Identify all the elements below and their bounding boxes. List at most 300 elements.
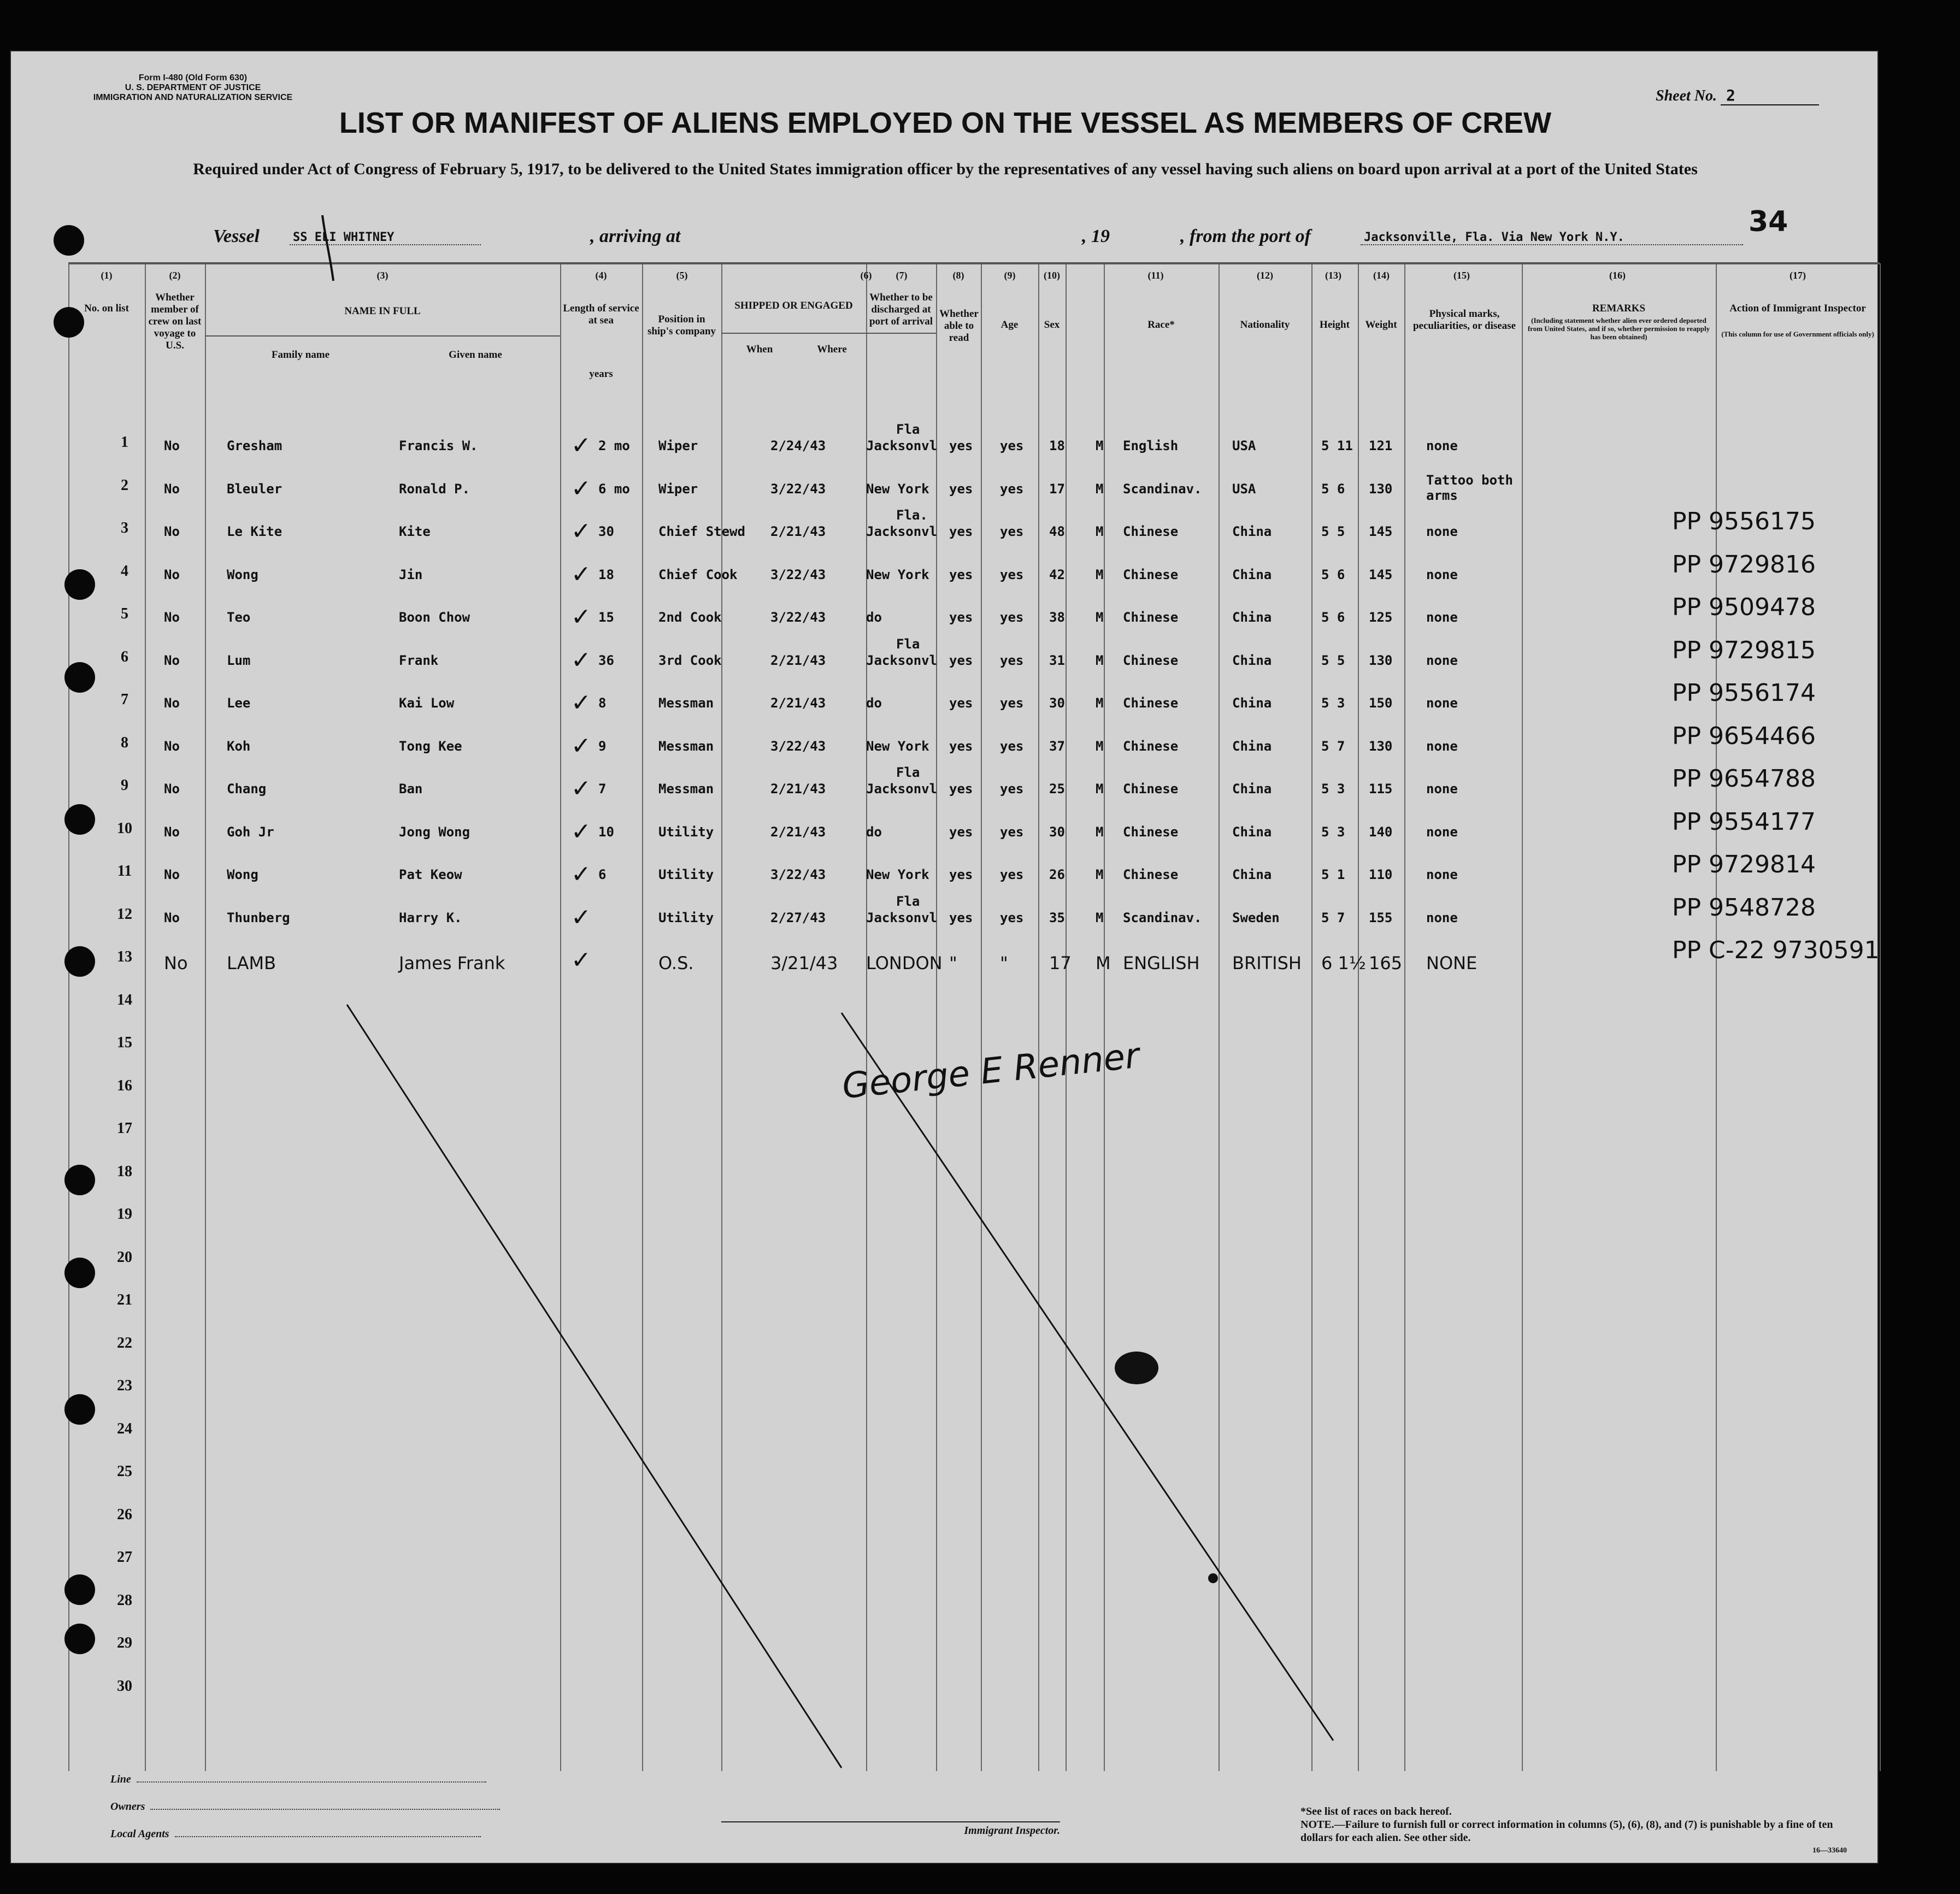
column-header-given: Given name	[449, 349, 502, 361]
cell-nationality: BRITISH	[1232, 953, 1302, 973]
column-header-length: Length of service at sea	[563, 303, 639, 326]
cell-race: Chinese	[1123, 567, 1179, 582]
column-number: (1)	[101, 270, 113, 281]
cell-height: 5 3	[1321, 824, 1345, 840]
punch-hole	[64, 662, 95, 693]
ink-dot	[1208, 1573, 1218, 1583]
cell-physical: Tattoo both arms	[1426, 472, 1513, 503]
cell-when: 3/22/43	[770, 867, 826, 882]
cell-race: Chinese	[1123, 824, 1179, 840]
column-header-action: Action of Immigrant Inspector	[1729, 303, 1866, 314]
punch-hole	[64, 804, 95, 835]
cell-when: 2/21/43	[770, 781, 826, 796]
punch-hole	[64, 1574, 95, 1605]
row-number: 20	[117, 1248, 132, 1266]
cell-where: Jacksonvl	[866, 524, 938, 539]
cell-age: 38	[1049, 610, 1065, 625]
cell-prev: No	[164, 567, 180, 582]
punch-hole	[64, 1165, 95, 1195]
cell-sex: M	[1096, 695, 1104, 711]
cell-sex: M	[1096, 910, 1104, 925]
cell-where: Jacksonvl	[866, 910, 938, 925]
check-mark: ✓	[571, 432, 591, 459]
cell-physical: NONE	[1426, 953, 1478, 973]
cell-action: PP 9554177	[1672, 807, 1816, 836]
cell-where: do	[866, 695, 882, 711]
cell-where: do	[866, 824, 882, 840]
cell-physical: none	[1426, 438, 1458, 453]
cell-prev: No	[164, 781, 180, 796]
cell-weight: 121	[1369, 438, 1393, 453]
cell-given: Tong Kee	[399, 738, 462, 754]
cell-given: Kai Low	[399, 695, 455, 711]
cell-where-note: Fla.	[896, 508, 928, 523]
cell-length: 9	[598, 738, 607, 754]
column-number: (16)	[1609, 270, 1626, 281]
column-header-length-unit: years	[589, 368, 613, 380]
row-number: 17	[117, 1120, 132, 1137]
margin-mark	[322, 215, 333, 281]
cell-where: New York	[866, 867, 929, 882]
cell-height: 5 11	[1321, 438, 1353, 453]
cell-when: 2/21/43	[770, 824, 826, 840]
footer-agents	[110, 1828, 481, 1840]
row-number: 14	[117, 991, 132, 1008]
row-number: 29	[117, 1635, 132, 1651]
cell-length: 6	[598, 867, 607, 882]
cell-race: Chinese	[1123, 738, 1179, 754]
cell-age: 30	[1049, 695, 1065, 711]
column-header-physical: Physical marks, peculiarities, or disease	[1412, 308, 1516, 332]
cell-weight: 145	[1369, 567, 1393, 582]
column-number: (10)	[1044, 270, 1060, 281]
cell-nationality: China	[1232, 781, 1272, 796]
cell-where: New York	[866, 567, 929, 582]
cell-where-note: Fla	[896, 422, 920, 437]
cell-when: 2/21/43	[770, 695, 826, 711]
cell-where: New York	[866, 481, 929, 497]
vessel-label: Vessel	[213, 226, 260, 246]
row-number: 9	[121, 777, 128, 794]
cell-action: PP 9654466	[1672, 722, 1816, 750]
cell-action: PP C-22 9730591	[1672, 936, 1880, 964]
check-mark: ✓	[571, 860, 591, 888]
immigrant-inspector-line: Immigrant Inspector.	[721, 1821, 1060, 1837]
column-header-height: Height	[1320, 319, 1350, 331]
cell-nationality: China	[1232, 867, 1272, 882]
cell-sex: M	[1096, 610, 1104, 625]
cell-family: Lum	[227, 652, 251, 668]
cell-discharged: yes	[949, 695, 973, 711]
row-number: 28	[117, 1591, 132, 1609]
check-mark: ✓	[571, 603, 591, 631]
cell-read: "	[1000, 953, 1008, 973]
row-number: 5	[121, 605, 128, 622]
row-number: 22	[117, 1334, 132, 1352]
cell-family: Chang	[227, 781, 267, 796]
cell-position: Messman	[658, 781, 714, 796]
cell-discharged: yes	[949, 481, 973, 497]
column-number: (4)	[595, 270, 607, 281]
cell-prev: No	[164, 867, 180, 882]
cell-family: Le Kite	[227, 524, 282, 539]
cell-given: Francis W.	[399, 438, 478, 453]
cell-position: Chief Cook	[658, 567, 738, 582]
cell-position: Messman	[658, 695, 714, 711]
cell-family: Lee	[227, 695, 251, 711]
cell-length: 10	[598, 824, 614, 840]
cell-age: 35	[1049, 910, 1065, 925]
cell-discharged: yes	[949, 524, 973, 539]
cell-family: Bleuler	[227, 481, 282, 497]
check-mark: ✓	[571, 646, 591, 674]
check-mark: ✓	[571, 474, 591, 503]
cell-weight: 150	[1369, 695, 1393, 711]
cell-age: 37	[1049, 738, 1065, 754]
cell-read: yes	[1000, 824, 1024, 840]
cell-position: Utility	[658, 867, 714, 882]
cell-discharged: yes	[949, 867, 973, 882]
cell-family: Teo	[227, 610, 251, 625]
cell-race: Scandinav.	[1123, 481, 1202, 497]
check-mark: ✓	[571, 903, 591, 931]
cell-prev: No	[164, 695, 180, 711]
owners-label: Owners	[110, 1801, 145, 1813]
cell-where: Jacksonvl	[866, 781, 938, 796]
cell-where-note: Fla	[896, 636, 920, 652]
cell-weight: 155	[1369, 910, 1393, 925]
line-blank	[137, 1781, 486, 1783]
cell-discharged: yes	[949, 438, 973, 453]
cell-physical: none	[1426, 781, 1458, 796]
column-number: (9)	[1004, 270, 1016, 281]
cell-physical: none	[1426, 652, 1458, 668]
cell-weight: 130	[1369, 738, 1393, 754]
row-number: 30	[117, 1677, 132, 1695]
cell-race: English	[1123, 438, 1179, 453]
column-header-family: Family name	[271, 349, 330, 361]
cell-prev: No	[164, 524, 180, 539]
column-header-shipped: SHIPPED OR ENGAGED	[734, 300, 853, 311]
cell-where: Jacksonvl	[866, 652, 938, 668]
cell-sex: M	[1096, 867, 1104, 882]
cell-read: yes	[1000, 481, 1024, 497]
cell-action: PP 9556174	[1672, 679, 1816, 707]
races-note: *See list of races on back hereof.	[1300, 1806, 1452, 1818]
cell-race: ENGLISH	[1123, 953, 1200, 973]
sheet-number-label: Sheet No.	[1656, 87, 1717, 104]
cell-height: 5 7	[1321, 910, 1345, 925]
column-rule	[1880, 263, 1881, 1771]
cell-sex: M	[1096, 738, 1104, 754]
cell-where: LONDON	[866, 953, 943, 973]
cell-weight: 140	[1369, 824, 1393, 840]
cell-discharged: yes	[949, 824, 973, 840]
vessel-name: SS ELI WHITNEY	[290, 226, 481, 245]
cell-age: 30	[1049, 824, 1065, 840]
cell-prev: No	[164, 481, 180, 497]
form-number: Form I-480 (Old Form 630)	[138, 73, 248, 82]
cell-sex: M	[1096, 524, 1104, 539]
cell-height: 5 5	[1321, 524, 1345, 539]
cell-nationality: USA	[1232, 481, 1256, 497]
cell-prev: No	[164, 738, 180, 754]
cell-race: Chinese	[1123, 524, 1179, 539]
year-label: , 19	[1082, 226, 1110, 246]
footer-line	[110, 1773, 486, 1786]
cell-position: Utility	[658, 910, 714, 925]
cell-read: yes	[1000, 695, 1024, 711]
row-number: 27	[117, 1549, 132, 1566]
row-number: 1	[121, 434, 128, 451]
row-number: 15	[117, 1034, 132, 1051]
cell-age: 26	[1049, 867, 1065, 882]
cell-length: 8	[598, 695, 607, 711]
cell-length: 15	[598, 610, 614, 625]
cell-length: 36	[598, 652, 614, 668]
footer-owners	[110, 1801, 500, 1813]
cell-nationality: China	[1232, 567, 1272, 582]
ink-blot	[1115, 1352, 1158, 1384]
cell-sex: M	[1096, 652, 1104, 668]
punch-hole	[64, 1624, 95, 1654]
cell-race: Scandinav.	[1123, 910, 1202, 925]
column-header-when: When	[746, 344, 773, 355]
arriving-label: , arriving at	[590, 226, 681, 246]
cell-sex: M	[1096, 953, 1111, 973]
manifest-sheet	[10, 50, 1879, 1864]
punch-hole	[64, 946, 95, 977]
column-header-where: Where	[817, 344, 847, 355]
cell-height: 5 6	[1321, 567, 1345, 582]
cell-length: 6 mo	[598, 481, 630, 497]
punch-hole	[54, 307, 84, 338]
cell-action: PP 9729815	[1672, 636, 1816, 664]
row-number: 12	[117, 905, 132, 923]
cell-discharged: "	[949, 953, 957, 973]
cell-sex: M	[1096, 481, 1104, 497]
row-number: 2	[121, 476, 128, 494]
cell-given: Pat Keow	[399, 867, 462, 882]
cell-age: 31	[1049, 652, 1065, 668]
cell-age: 17	[1049, 481, 1065, 497]
column-header-no: No. on list	[84, 303, 129, 314]
cell-given: Boon Chow	[399, 610, 470, 625]
column-header-name: NAME IN FULL	[344, 305, 421, 317]
cell-height: 6 1½	[1321, 953, 1366, 973]
cell-read: yes	[1000, 524, 1024, 539]
cell-given: Jong Wong	[399, 824, 470, 840]
column-number: (6)	[860, 270, 872, 281]
cell-weight: 130	[1369, 652, 1393, 668]
cell-when: 3/21/43	[770, 953, 838, 973]
cell-given: Jin	[399, 567, 423, 582]
cell-prev: No	[164, 910, 180, 925]
cell-family: Wong	[227, 867, 258, 882]
cell-prev: No	[164, 652, 180, 668]
column-number: (5)	[676, 270, 688, 281]
cell-prev: No	[164, 824, 180, 840]
column-number: (11)	[1147, 270, 1164, 281]
cell-weight: 130	[1369, 481, 1393, 497]
punch-hole	[64, 1258, 95, 1288]
page-subtitle: Required under Act of Congress of February 5, 1917, to be delivered to the United States immigration officer by the representatives of any vessel having such aliens on board upon arrival at a port of the United States	[193, 160, 1698, 178]
cell-physical: none	[1426, 610, 1458, 625]
cell-position: Chief Stewd	[658, 524, 745, 539]
row-number: 16	[117, 1077, 132, 1094]
cell-weight: 110	[1369, 867, 1393, 882]
cell-position: Utility	[658, 824, 714, 840]
cell-race: Chinese	[1123, 867, 1179, 882]
cell-age: 42	[1049, 567, 1065, 582]
cell-sex: M	[1096, 438, 1104, 453]
cell-weight: 145	[1369, 524, 1393, 539]
cell-nationality: China	[1232, 695, 1272, 711]
row-number: 4	[121, 562, 128, 580]
cell-discharged: yes	[949, 781, 973, 796]
cell-height: 5 5	[1321, 652, 1345, 668]
column-header-nationality: Nationality	[1240, 319, 1290, 331]
column-subheader-remarks-sub: (Including statement whether alien ever ordered deported from United States, and if so, whether permission to reapply has been obtained)	[1527, 316, 1710, 341]
column-header-weight: Weight	[1365, 319, 1397, 331]
cell-nationality: China	[1232, 738, 1272, 754]
cell-race: Chinese	[1123, 652, 1179, 668]
form-code: 16—33640	[1812, 1846, 1847, 1855]
row-number: 8	[121, 734, 128, 751]
check-mark: ✓	[571, 731, 591, 760]
sheet-number-value: 2	[1721, 86, 1819, 105]
cell-where-note: Fla	[896, 765, 920, 780]
column-header-age: Age	[1000, 319, 1019, 331]
column-number: (13)	[1325, 270, 1341, 281]
row-number: 25	[117, 1463, 132, 1480]
cell-family: Wong	[227, 567, 258, 582]
cell-prev: No	[164, 953, 188, 973]
cell-action: PP 9654788	[1672, 765, 1816, 793]
cell-physical: none	[1426, 824, 1458, 840]
column-subheader-action-sub: (This column for use of Government officials only)	[1721, 330, 1874, 338]
cell-family: Koh	[227, 738, 251, 754]
cell-given: Ban	[399, 781, 423, 796]
cell-physical: none	[1426, 910, 1458, 925]
annotation-overlay	[11, 51, 1880, 1865]
cell-when: 2/27/43	[770, 910, 826, 925]
column-number: (14)	[1373, 270, 1390, 281]
cell-sex: M	[1096, 824, 1104, 840]
cell-age: 18	[1049, 438, 1065, 453]
cancel-line-right	[841, 1013, 1333, 1740]
cell-read: yes	[1000, 438, 1024, 453]
cell-family: Gresham	[227, 438, 282, 453]
column-header-discharged: Whether to be discharged at port of arrival	[869, 292, 933, 327]
cell-discharged: yes	[949, 652, 973, 668]
corner-number: 34	[1749, 205, 1788, 238]
cell-when: 2/24/43	[770, 438, 826, 453]
cell-read: yes	[1000, 738, 1024, 754]
penalty-note: NOTE.—Failure to furnish full or correct information in columns (5), (6), (8), and (7) is punishable by a fine of ten dollars for each alien. See other side.	[1300, 1819, 1833, 1844]
check-mark: ✓	[571, 946, 591, 974]
cell-nationality: China	[1232, 524, 1272, 539]
cell-age: 48	[1049, 524, 1065, 539]
column-number: (15)	[1453, 270, 1470, 281]
cell-given: James Frank	[399, 953, 505, 973]
cell-weight: 165	[1369, 953, 1403, 973]
column-number: (3)	[376, 270, 389, 281]
cell-discharged: yes	[949, 910, 973, 925]
cell-position: Wiper	[658, 481, 698, 497]
row-number: 21	[117, 1291, 132, 1308]
row-number: 11	[117, 863, 132, 880]
department-name: U. S. DEPARTMENT OF JUSTICE	[125, 83, 261, 92]
check-mark: ✓	[571, 560, 591, 588]
cell-physical: none	[1426, 567, 1458, 582]
port-value: Jacksonville, Fla. Via New York N.Y.	[1361, 226, 1743, 245]
row-number: 19	[117, 1206, 132, 1223]
agents-blank	[175, 1836, 481, 1837]
cell-when: 2/21/43	[770, 652, 826, 668]
cell-physical: none	[1426, 867, 1458, 882]
cell-read: yes	[1000, 781, 1024, 796]
cell-nationality: China	[1232, 610, 1272, 625]
punch-hole	[64, 569, 95, 600]
service-name: IMMIGRATION AND NATURALIZATION SERVICE	[93, 93, 293, 102]
cell-prev: No	[164, 610, 180, 625]
cell-physical: none	[1426, 695, 1458, 711]
cell-height: 5 6	[1321, 610, 1345, 625]
cell-read: yes	[1000, 867, 1024, 882]
cell-given: Kite	[399, 524, 431, 539]
cell-when: 2/21/43	[770, 524, 826, 539]
check-mark: ✓	[571, 517, 591, 545]
row-number: 24	[117, 1420, 132, 1437]
cell-where: Jacksonvl	[866, 438, 938, 453]
cell-height: 5 3	[1321, 695, 1345, 711]
row-number: 26	[117, 1506, 132, 1523]
cell-read: yes	[1000, 610, 1024, 625]
column-number: (8)	[952, 270, 964, 281]
cell-when: 3/22/43	[770, 567, 826, 582]
cell-position: 2nd Cook	[658, 610, 722, 625]
cell-weight: 125	[1369, 610, 1393, 625]
cell-given: Ronald P.	[399, 481, 470, 497]
cell-nationality: Sweden	[1232, 910, 1280, 925]
cell-race: Chinese	[1123, 695, 1179, 711]
cell-family: LAMB	[227, 953, 276, 973]
column-header-remarks: REMARKS	[1592, 303, 1646, 314]
page-title: LIST OR MANIFEST OF ALIENS EMPLOYED ON THE VESSEL AS MEMBERS OF CREW	[339, 107, 1552, 139]
cell-weight: 115	[1369, 781, 1393, 796]
cell-where: New York	[866, 738, 929, 754]
punch-hole	[54, 225, 84, 256]
cell-age: 17	[1049, 953, 1072, 973]
cell-position: Messman	[658, 738, 714, 754]
cell-age: 25	[1049, 781, 1065, 796]
cell-where: do	[866, 610, 882, 625]
column-header-race: Race*	[1147, 319, 1175, 331]
port-label: , from the port of	[1180, 226, 1311, 246]
footer-notes	[1300, 1805, 1847, 1857]
cell-when: 3/22/43	[770, 738, 826, 754]
cell-height: 5 1	[1321, 867, 1345, 882]
column-number: (17)	[1790, 270, 1806, 281]
column-header-position: Position in ship's company	[647, 314, 716, 337]
cell-discharged: yes	[949, 738, 973, 754]
cell-given: Frank	[399, 652, 439, 668]
cell-position: O.S.	[658, 953, 694, 973]
cell-action: PP 9729816	[1672, 550, 1816, 579]
cell-read: yes	[1000, 652, 1024, 668]
cell-action: PP 9556175	[1672, 508, 1816, 535]
